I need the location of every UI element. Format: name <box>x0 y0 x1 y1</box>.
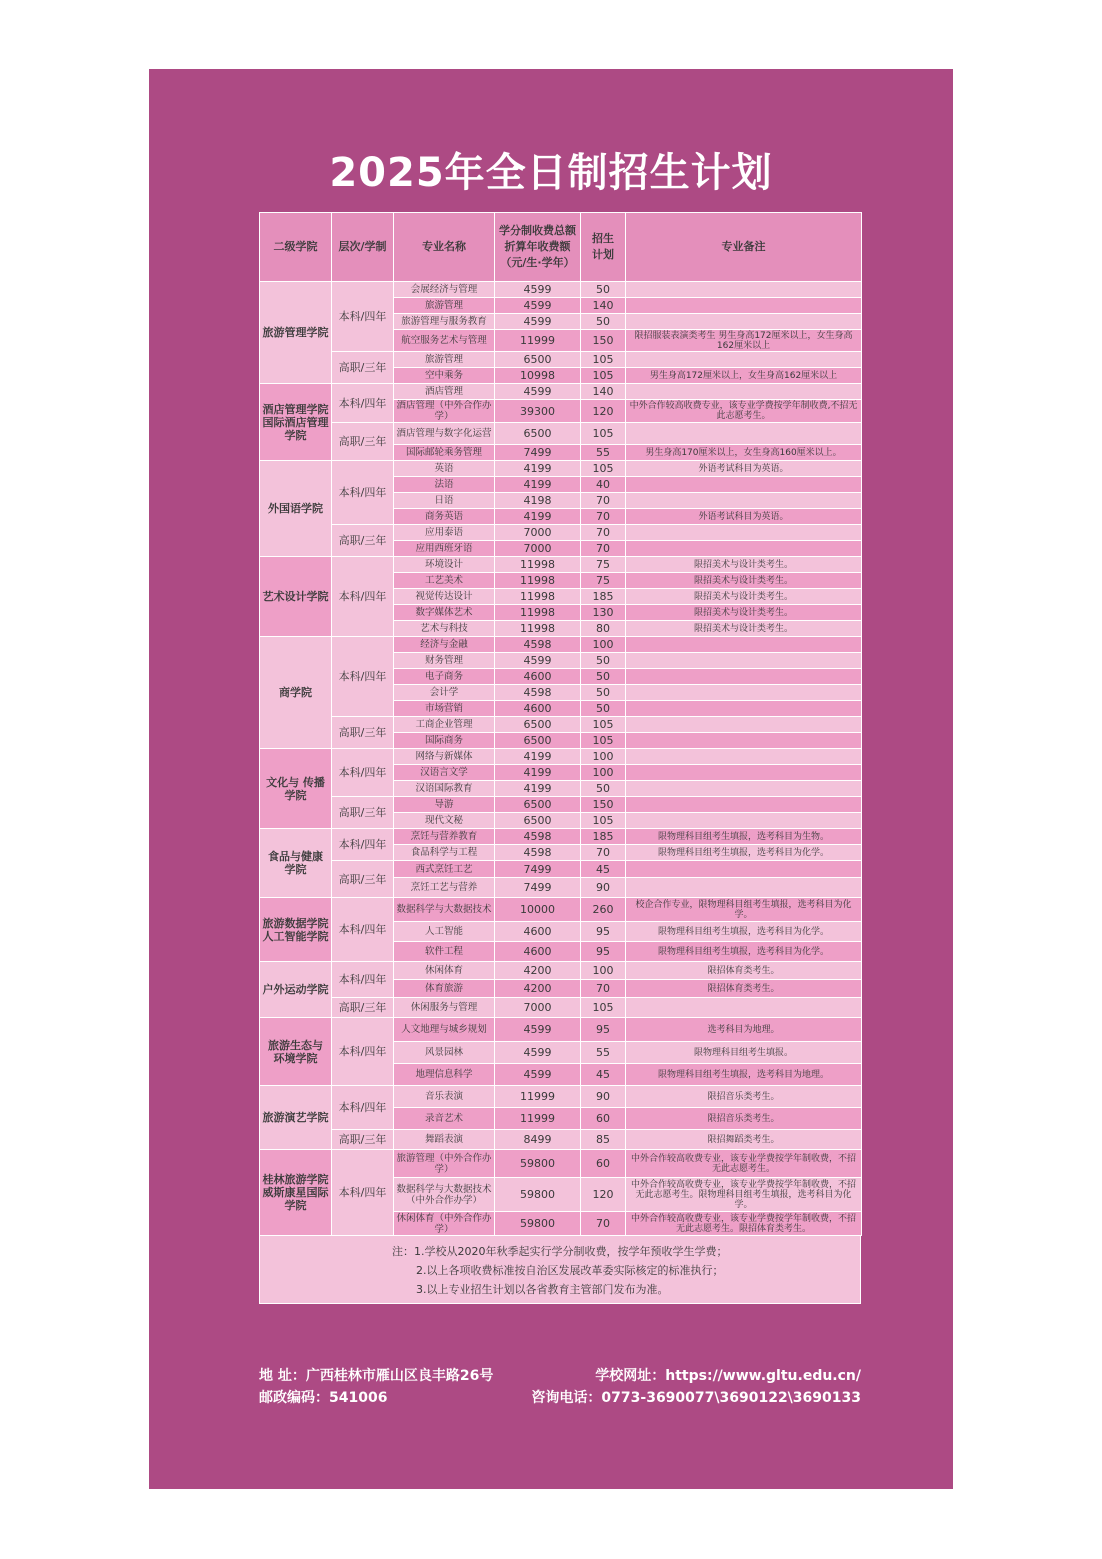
table-row <box>260 637 862 653</box>
major-name: 舞蹈表演 <box>394 1130 495 1150</box>
fee-value: 4599 <box>495 384 581 400</box>
major-name: 休闲体育 <box>394 962 495 980</box>
major-note <box>626 733 862 749</box>
major-note <box>626 861 862 878</box>
plan-value: 50 <box>581 282 626 298</box>
major-note: 限物理科目组考生填报，选考科目为化学。 <box>626 942 862 962</box>
major-name: 数字媒体艺术 <box>394 605 495 621</box>
major-note: 限招音乐类考生。 <box>626 1086 862 1108</box>
footer-website: 学校网址：https://www.gltu.edu.cn/ <box>595 1368 861 1384</box>
page-title: 2025年全日制招生计划 <box>329 150 773 196</box>
major-note <box>626 685 862 701</box>
fee-value: 6500 <box>495 352 581 368</box>
major-note <box>626 423 862 445</box>
table-header-row <box>260 213 862 282</box>
major-note: 校企合作专业，限物理科目组考生填报，选考科目为化学。 <box>626 898 862 922</box>
college-name: 旅游数据学院 人工智能学院 <box>260 898 332 962</box>
major-note <box>626 541 862 557</box>
plan-value: 55 <box>581 445 626 461</box>
plan-value: 60 <box>581 1150 626 1178</box>
major-note <box>626 878 862 898</box>
level-name: 本科/四年 <box>332 829 394 861</box>
fee-value: 4599 <box>495 314 581 330</box>
fee-value: 6500 <box>495 733 581 749</box>
header-fee-line: 学分制收费总额 <box>499 224 576 237</box>
major-note: 限招美术与设计类考生。 <box>626 557 862 573</box>
major-note <box>626 352 862 368</box>
major-name: 休闲体育（中外合作办学） <box>394 1212 495 1236</box>
major-name: 酒店管理 <box>394 384 495 400</box>
major-name: 法语 <box>394 477 495 493</box>
college-name: 旅游演艺学院 <box>260 1086 332 1150</box>
plan-value: 50 <box>581 685 626 701</box>
plan-value: 50 <box>581 701 626 717</box>
major-name: 旅游管理 <box>394 298 495 314</box>
level-name: 本科/四年 <box>332 1086 394 1130</box>
fee-value: 7000 <box>495 998 581 1018</box>
plan-value: 90 <box>581 878 626 898</box>
fee-value: 4199 <box>495 477 581 493</box>
major-name: 电子商务 <box>394 669 495 685</box>
major-name: 视觉传达设计 <box>394 589 495 605</box>
plan-value: 70 <box>581 493 626 509</box>
fee-value: 4599 <box>495 1064 581 1086</box>
fee-value: 4198 <box>495 493 581 509</box>
enrollment-table <box>259 212 862 1236</box>
plan-value: 105 <box>581 423 626 445</box>
fee-value: 11998 <box>495 557 581 573</box>
major-name: 会展经济与管理 <box>394 282 495 298</box>
college-name: 食品与健康 学院 <box>260 829 332 898</box>
header-level: 层次/学制 <box>332 213 394 282</box>
plan-value: 105 <box>581 461 626 477</box>
college-name: 商学院 <box>260 637 332 749</box>
major-name: 旅游管理与服务教育 <box>394 314 495 330</box>
major-note <box>626 314 862 330</box>
level-name: 高职/三年 <box>332 1130 394 1150</box>
fee-value: 4200 <box>495 962 581 980</box>
fee-value: 4199 <box>495 509 581 525</box>
major-name: 会计学 <box>394 685 495 701</box>
footnote-line: 3.以上专业招生计划以各省教育主管部门发布为准。 <box>416 1283 669 1296</box>
header-plan-line: 招生 <box>592 232 614 245</box>
fee-value: 4599 <box>495 298 581 314</box>
major-note <box>626 298 862 314</box>
fee-value: 10998 <box>495 368 581 384</box>
major-name: 音乐表演 <box>394 1086 495 1108</box>
major-note <box>626 701 862 717</box>
major-name: 烹饪工艺与营养 <box>394 878 495 898</box>
major-name: 英语 <box>394 461 495 477</box>
fee-value: 11998 <box>495 589 581 605</box>
footer-postcode: 邮政编码：541006 <box>259 1390 388 1406</box>
header-plan <box>581 213 626 282</box>
major-name: 数据科学与大数据技术 <box>394 898 495 922</box>
poster <box>149 69 953 1489</box>
fee-value: 11998 <box>495 621 581 637</box>
fee-value: 4200 <box>495 980 581 998</box>
major-note: 限招体育类考生。 <box>626 980 862 998</box>
level-name: 本科/四年 <box>332 749 394 797</box>
major-name: 烹饪与营养教育 <box>394 829 495 845</box>
major-name: 日语 <box>394 493 495 509</box>
fee-value: 7499 <box>495 878 581 898</box>
plan-value: 55 <box>581 1042 626 1064</box>
major-name: 酒店管理与数字化运营 <box>394 423 495 445</box>
enrollment-table-wrapper <box>259 212 861 1304</box>
fee-value: 4599 <box>495 653 581 669</box>
fee-value: 11998 <box>495 605 581 621</box>
major-note: 限物理科目组考生填报，选考科目为生物。 <box>626 829 862 845</box>
fee-value: 7499 <box>495 445 581 461</box>
table-row <box>260 282 862 298</box>
major-name: 录音艺术 <box>394 1108 495 1130</box>
fee-value: 7000 <box>495 525 581 541</box>
fee-value: 4598 <box>495 685 581 701</box>
major-note <box>626 797 862 813</box>
major-name: 市场营销 <box>394 701 495 717</box>
level-name: 本科/四年 <box>332 461 394 525</box>
major-note <box>626 749 862 765</box>
college-name: 户外运动学院 <box>260 962 332 1018</box>
level-name: 高职/三年 <box>332 998 394 1018</box>
major-name: 体育旅游 <box>394 980 495 998</box>
plan-value: 130 <box>581 605 626 621</box>
college-name: 文化与 传播学院 <box>260 749 332 829</box>
fee-value: 4600 <box>495 922 581 942</box>
major-name: 导游 <box>394 797 495 813</box>
table-row <box>260 717 862 733</box>
plan-value: 50 <box>581 781 626 797</box>
fee-value: 11998 <box>495 573 581 589</box>
major-name: 软件工程 <box>394 942 495 962</box>
table-row <box>260 829 862 845</box>
header-fee-line: （元/生·学年） <box>500 256 575 269</box>
table-row <box>260 962 862 980</box>
header-fee <box>495 213 581 282</box>
plan-value: 45 <box>581 1064 626 1086</box>
plan-value: 140 <box>581 298 626 314</box>
major-name: 航空服务艺术与管理 <box>394 330 495 352</box>
major-note: 限物理科目组考生填报，选考科目为地理。 <box>626 1064 862 1086</box>
major-name: 食品科学与工程 <box>394 845 495 861</box>
major-name: 风景园林 <box>394 1042 495 1064</box>
plan-value: 75 <box>581 557 626 573</box>
major-name: 人工智能 <box>394 922 495 942</box>
major-name: 国际邮轮乘务管理 <box>394 445 495 461</box>
college-name: 旅游生态与 环境学院 <box>260 1018 332 1086</box>
plan-value: 90 <box>581 1086 626 1108</box>
major-note: 中外合作较高收费专业，该专业学费按学年制收费，不招无此志愿考生。限招体育类考生。 <box>626 1212 862 1236</box>
major-note <box>626 525 862 541</box>
plan-value: 105 <box>581 733 626 749</box>
fee-value: 11999 <box>495 1108 581 1130</box>
major-name: 应用泰语 <box>394 525 495 541</box>
plan-value: 120 <box>581 400 626 423</box>
table-row <box>260 1086 862 1108</box>
plan-value: 105 <box>581 813 626 829</box>
fee-value: 4598 <box>495 845 581 861</box>
table-row <box>260 1018 862 1042</box>
plan-value: 70 <box>581 541 626 557</box>
plan-value: 70 <box>581 525 626 541</box>
major-note <box>626 653 862 669</box>
major-name: 经济与金融 <box>394 637 495 653</box>
fee-value: 10000 <box>495 898 581 922</box>
major-name: 空中乘务 <box>394 368 495 384</box>
fee-value: 6500 <box>495 717 581 733</box>
fee-value: 59800 <box>495 1212 581 1236</box>
table-row <box>260 525 862 541</box>
major-note <box>626 669 862 685</box>
major-note: 男生身高170厘米以上，女生身高160厘米以上。 <box>626 445 862 461</box>
major-note: 中外合作较高收费专业，该专业学费按学年制收费，不招无此志愿考生。 <box>626 1150 862 1178</box>
level-name: 高职/三年 <box>332 352 394 384</box>
header-fee-line: 折算年收费额 <box>504 240 571 253</box>
level-name: 高职/三年 <box>332 525 394 557</box>
plan-value: 75 <box>581 573 626 589</box>
major-note: 限招美术与设计类考生。 <box>626 621 862 637</box>
major-name: 汉语国际教育 <box>394 781 495 797</box>
major-note <box>626 813 862 829</box>
table-row <box>260 384 862 400</box>
fee-value: 4199 <box>495 781 581 797</box>
major-note <box>626 998 862 1018</box>
major-name: 现代文秘 <box>394 813 495 829</box>
header-note: 专业备注 <box>626 213 862 282</box>
level-name: 本科/四年 <box>332 282 394 352</box>
fee-value: 7000 <box>495 541 581 557</box>
fee-value: 6500 <box>495 813 581 829</box>
plan-value: 95 <box>581 1018 626 1042</box>
plan-value: 150 <box>581 330 626 352</box>
table-row <box>260 898 862 922</box>
plan-value: 120 <box>581 1178 626 1212</box>
major-note: 限招音乐类考生。 <box>626 1108 862 1130</box>
plan-value: 105 <box>581 717 626 733</box>
major-note: 限招体育类考生。 <box>626 962 862 980</box>
major-note: 外语考试科目为英语。 <box>626 461 862 477</box>
fee-value: 6500 <box>495 797 581 813</box>
table-row <box>260 423 862 445</box>
major-name: 商务英语 <box>394 509 495 525</box>
plan-value: 105 <box>581 998 626 1018</box>
major-name: 环境设计 <box>394 557 495 573</box>
major-note: 限物理科目组考生填报，选考科目为化学。 <box>626 922 862 942</box>
fee-value: 6500 <box>495 423 581 445</box>
major-note <box>626 637 862 653</box>
fee-value: 59800 <box>495 1178 581 1212</box>
major-note: 中外合作较高收费专业，该专业学费按学年制收费，不招无此志愿考生。限物理科目组考生填报，选考科目为化学。 <box>626 1178 862 1212</box>
level-name: 本科/四年 <box>332 962 394 998</box>
table-row <box>260 1130 862 1150</box>
table-row <box>260 749 862 765</box>
level-name: 本科/四年 <box>332 637 394 717</box>
fee-value: 4199 <box>495 749 581 765</box>
major-note: 限招美术与设计类考生。 <box>626 589 862 605</box>
major-name: 应用西班牙语 <box>394 541 495 557</box>
plan-value: 95 <box>581 942 626 962</box>
major-note <box>626 477 862 493</box>
major-name: 艺术与科技 <box>394 621 495 637</box>
header-major: 专业名称 <box>394 213 495 282</box>
footnote-line: 注：1.学校从2020年秋季起实行学分制收费，按学年预收学生学费； <box>392 1245 728 1258</box>
major-note <box>626 717 862 733</box>
plan-value: 70 <box>581 1212 626 1236</box>
table-row <box>260 797 862 813</box>
plan-value: 50 <box>581 669 626 685</box>
major-note: 限招美术与设计类考生。 <box>626 573 862 589</box>
plan-value: 100 <box>581 637 626 653</box>
major-name: 网络与新媒体 <box>394 749 495 765</box>
major-name: 工艺美术 <box>394 573 495 589</box>
table-row <box>260 461 862 477</box>
level-name: 高职/三年 <box>332 423 394 461</box>
table-row <box>260 352 862 368</box>
plan-value: 100 <box>581 749 626 765</box>
plan-value: 105 <box>581 368 626 384</box>
fee-value: 4199 <box>495 765 581 781</box>
major-note: 限招服装表演类考生 男生身高172厘米以上，女生身高162厘米以上 <box>626 330 862 352</box>
major-note: 中外合作较高收费专业，该专业学费按学年制收费,不招无此志愿考生。 <box>626 400 862 423</box>
level-name: 本科/四年 <box>332 384 394 423</box>
level-name: 高职/三年 <box>332 717 394 749</box>
plan-value: 70 <box>581 509 626 525</box>
fee-value: 11999 <box>495 330 581 352</box>
header-college: 二级学院 <box>260 213 332 282</box>
major-note: 男生身高172厘米以上，女生身高162厘米以上 <box>626 368 862 384</box>
plan-value: 70 <box>581 845 626 861</box>
fee-value: 39300 <box>495 400 581 423</box>
plan-value: 100 <box>581 765 626 781</box>
major-note: 选考科目为地理。 <box>626 1018 862 1042</box>
plan-value: 140 <box>581 384 626 400</box>
level-name: 本科/四年 <box>332 898 394 962</box>
major-note <box>626 493 862 509</box>
major-note <box>626 765 862 781</box>
plan-value: 40 <box>581 477 626 493</box>
plan-value: 45 <box>581 861 626 878</box>
plan-value: 150 <box>581 797 626 813</box>
plan-value: 95 <box>581 922 626 942</box>
major-note: 外语考试科目为英语。 <box>626 509 862 525</box>
plan-value: 85 <box>581 1130 626 1150</box>
major-note: 限招舞蹈类考生。 <box>626 1130 862 1150</box>
college-name: 酒店管理学院 国际酒店管理学院 <box>260 384 332 461</box>
fee-value: 11999 <box>495 1086 581 1108</box>
major-name: 西式烹饪工艺 <box>394 861 495 878</box>
plan-value: 185 <box>581 829 626 845</box>
level-name: 高职/三年 <box>332 797 394 829</box>
fee-value: 4600 <box>495 701 581 717</box>
footnote <box>259 1236 861 1304</box>
college-name: 艺术设计学院 <box>260 557 332 637</box>
major-name: 汉语言文学 <box>394 765 495 781</box>
level-name: 本科/四年 <box>332 557 394 637</box>
footer-phone: 咨询电话：0773-3690077\3690122\3690133 <box>531 1390 861 1406</box>
major-name: 地理信息科学 <box>394 1064 495 1086</box>
fee-value: 4599 <box>495 1018 581 1042</box>
major-note: 限物理科目组考生填报，选考科目为化学。 <box>626 845 862 861</box>
plan-value: 70 <box>581 980 626 998</box>
major-name: 人文地理与城乡规划 <box>394 1018 495 1042</box>
plan-value: 185 <box>581 589 626 605</box>
table-row <box>260 861 862 878</box>
header-plan-line: 计划 <box>592 248 614 261</box>
major-name: 工商企业管理 <box>394 717 495 733</box>
college-name: 桂林旅游学院 威斯康星国际 学院 <box>260 1150 332 1236</box>
table-row <box>260 998 862 1018</box>
fee-value: 4600 <box>495 942 581 962</box>
level-name: 本科/四年 <box>332 1150 394 1236</box>
fee-value: 4600 <box>495 669 581 685</box>
major-note: 限招美术与设计类考生。 <box>626 605 862 621</box>
plan-value: 50 <box>581 314 626 330</box>
college-name: 旅游管理学院 <box>260 282 332 384</box>
major-name: 休闲服务与管理 <box>394 998 495 1018</box>
fee-value: 4599 <box>495 282 581 298</box>
fee-value: 4599 <box>495 1042 581 1064</box>
major-note <box>626 781 862 797</box>
major-note: 限物理科目组考生填报。 <box>626 1042 862 1064</box>
college-name: 外国语学院 <box>260 461 332 557</box>
plan-value: 105 <box>581 352 626 368</box>
plan-value: 60 <box>581 1108 626 1130</box>
fee-value: 7499 <box>495 861 581 878</box>
footer-address: 地 址：广西桂林市雁山区良丰路26号 <box>259 1368 494 1384</box>
fee-value: 59800 <box>495 1150 581 1178</box>
footnote-line: 2.以上各项收费标准按自治区发展改革委实际核定的标准执行； <box>416 1264 724 1277</box>
major-name: 国际商务 <box>394 733 495 749</box>
table-row <box>260 557 862 573</box>
major-note <box>626 282 862 298</box>
table-row <box>260 1150 862 1178</box>
major-name: 数据科学与大数据技术（中外合作办学） <box>394 1178 495 1212</box>
plan-value: 50 <box>581 653 626 669</box>
level-name: 本科/四年 <box>332 1018 394 1086</box>
fee-value: 4199 <box>495 461 581 477</box>
fee-value: 8499 <box>495 1130 581 1150</box>
level-name: 高职/三年 <box>332 861 394 898</box>
major-name: 财务管理 <box>394 653 495 669</box>
table-body <box>260 282 862 1236</box>
plan-value: 100 <box>581 962 626 980</box>
fee-value: 4598 <box>495 829 581 845</box>
major-note <box>626 384 862 400</box>
plan-value: 260 <box>581 898 626 922</box>
plan-value: 80 <box>581 621 626 637</box>
major-name: 旅游管理（中外合作办学） <box>394 1150 495 1178</box>
major-name: 酒店管理（中外合作办学） <box>394 400 495 423</box>
major-name: 旅游管理 <box>394 352 495 368</box>
fee-value: 4598 <box>495 637 581 653</box>
